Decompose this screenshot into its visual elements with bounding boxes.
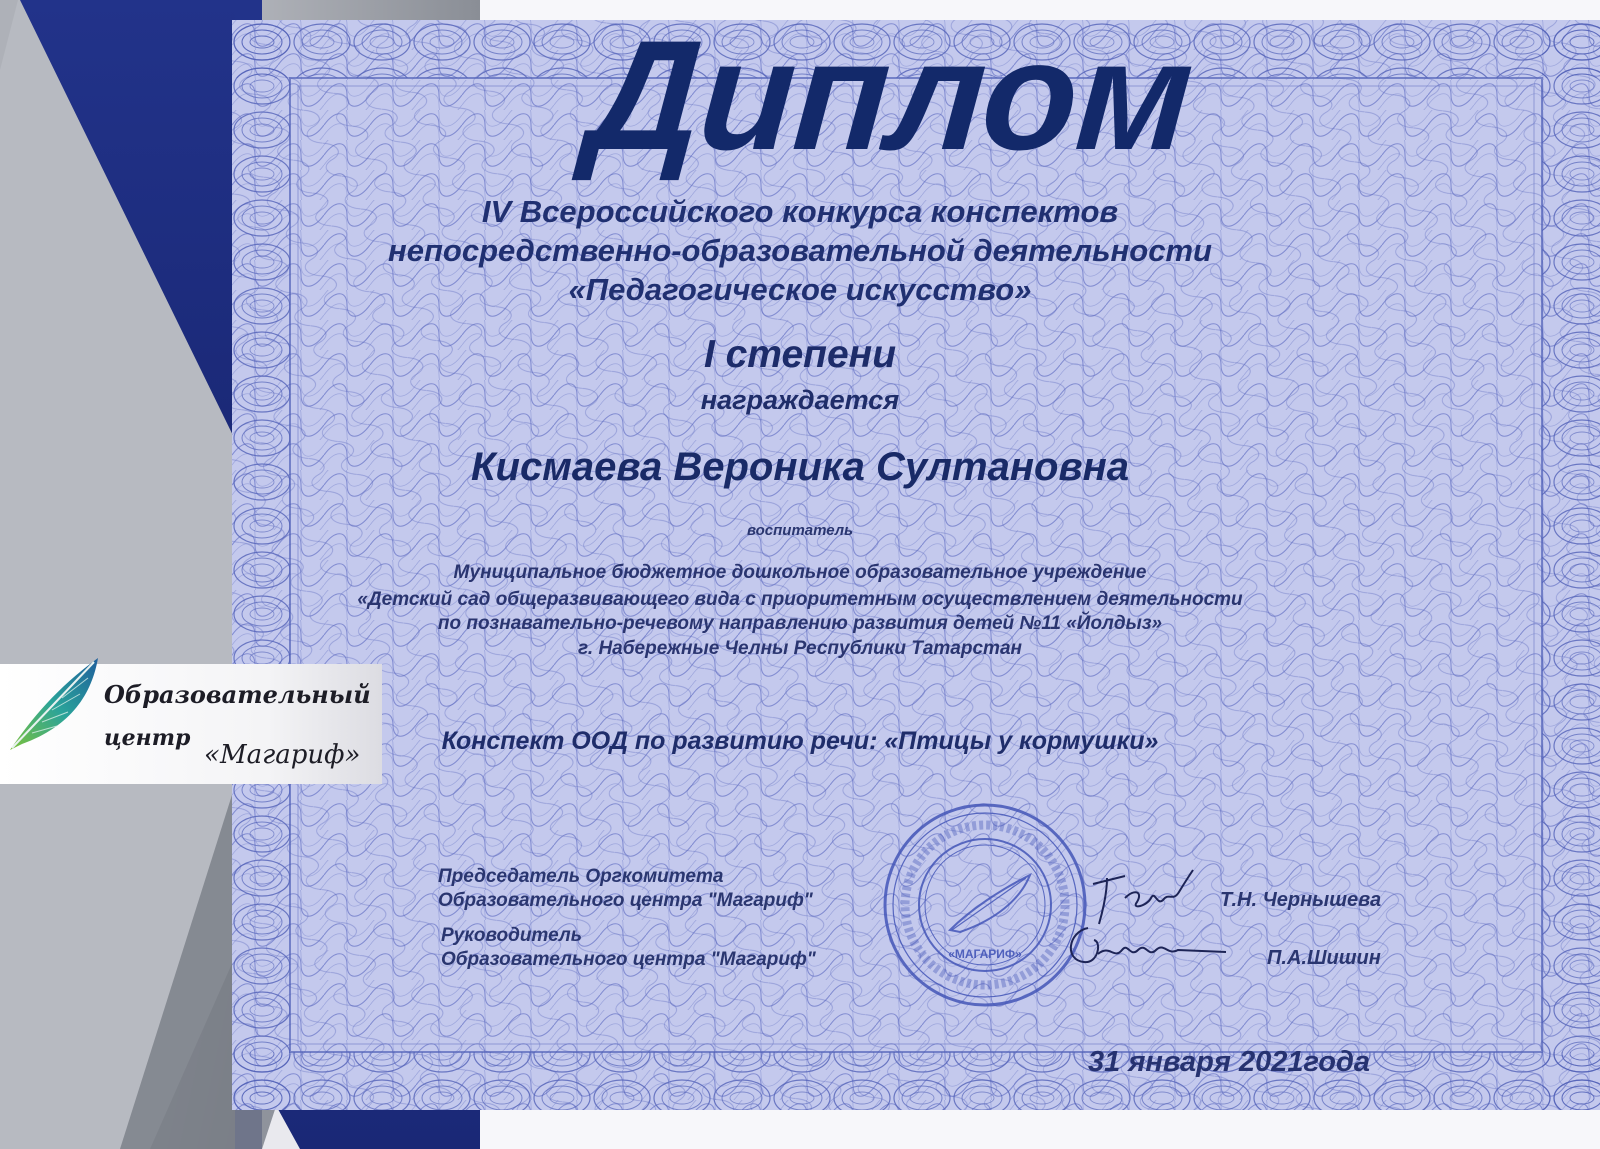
signatory-1-role-line2: Образовательного центра "Магариф" <box>438 890 813 911</box>
signatory-2-role-line1: Руководитель <box>441 925 582 946</box>
logo-text-line1: Образовательный <box>104 680 371 709</box>
logo-text-center: центр <box>104 725 191 751</box>
issue-date: 31 января 2021года <box>1088 1046 1371 1078</box>
organization-line-4: г. Набережные Челны Республики Татарстан <box>578 638 1022 659</box>
stamp-center-text: «МАГАРИФ» <box>948 947 1022 961</box>
organization-line-3: по познавательно-речевому направлению развития детей №11 «Йолдыз» <box>437 613 1163 634</box>
contest-line-2: непосредственно-образовательной деятельности <box>388 233 1212 268</box>
signature-2 <box>1058 920 1233 980</box>
contest-line-1: IV Всероссийского конкурса конспектов <box>481 194 1119 229</box>
signatory-2-role-line2: Образовательного центра "Магариф" <box>441 949 816 970</box>
logo-text-magarif: «Магариф» <box>204 740 361 770</box>
recipient-position: воспитатель <box>746 522 854 539</box>
awarded-label: награждается <box>700 385 900 415</box>
signatory-1-name: Т.Н. Чернышева <box>1220 889 1382 911</box>
signatory-1-role-line1: Председатель Оргкомитета <box>438 866 724 887</box>
diploma-title: Диплом <box>582 9 1198 183</box>
work-title: Конспект ООД по развитию речи: «Птицы у кормушки» <box>441 727 1159 755</box>
organization-line-2: «Детский сад общеразвивающего вида с приоритетным осуществлением деятельности <box>357 589 1243 610</box>
contest-line-3: «Педагогическое искусство» <box>568 272 1032 307</box>
recipient-name: Кисмаева Вероника Султановна <box>470 445 1130 489</box>
award-degree: I степени <box>703 333 897 376</box>
signatory-2-name: П.А.Шишин <box>1267 947 1381 969</box>
organization-line-1: Муниципальное бюджетное дошкольное образовательное учреждение <box>453 562 1147 583</box>
